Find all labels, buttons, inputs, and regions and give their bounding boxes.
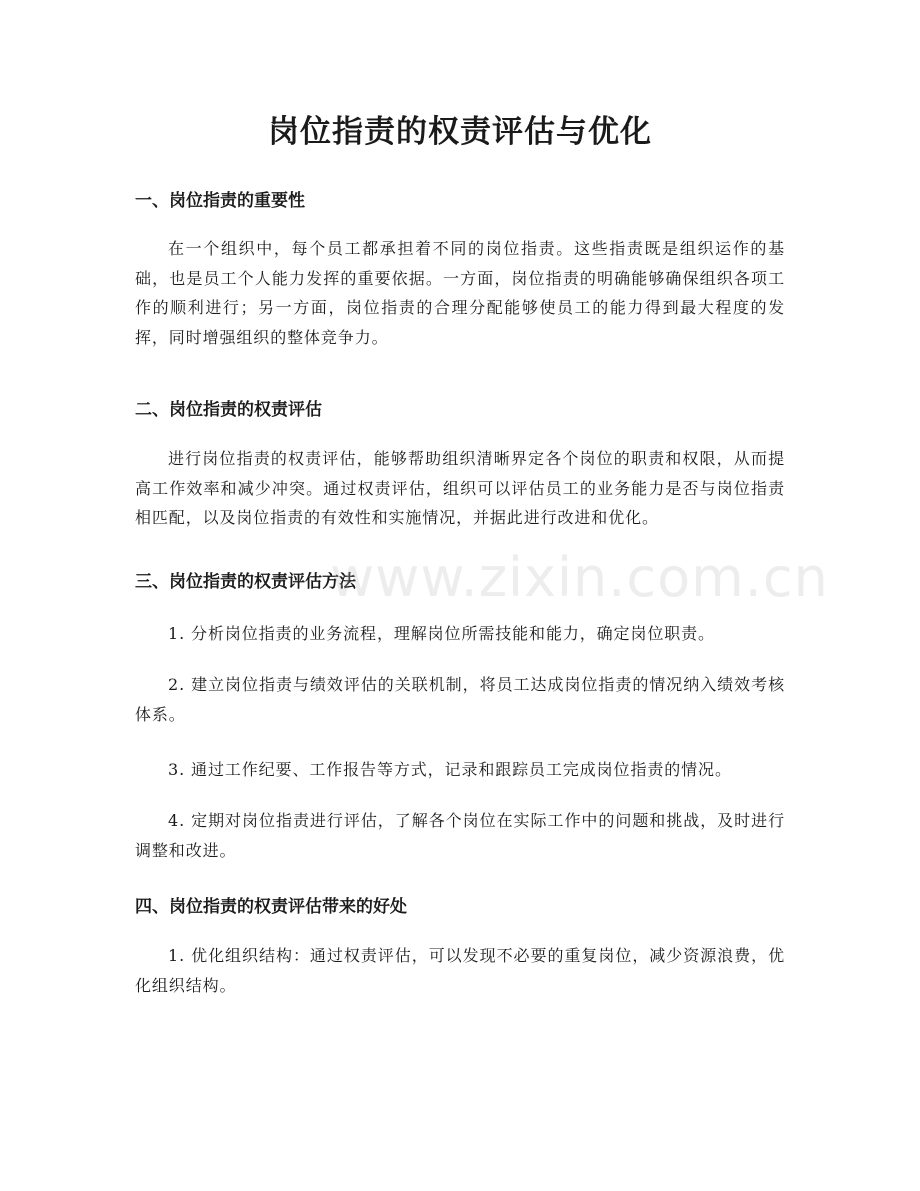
paragraph-evaluation: 进行岗位指责的权责评估，能够帮助组织清晰界定各个岗位的职责和权限，从而提高工作效率和减少冲突。通过权责评估，组织可以评估员工的业务能力是否与岗位指责相匹配，以及岗位指责的有效性和实施情况，并据此进行改进和优化。 [135,449,785,527]
section-heading-benefits: 四、岗位指责的权责评估带来的好处 [135,897,407,917]
paragraph-importance: 在一个组织中，每个员工都承担着不同的岗位指责。这些指责既是组织运作的基础，也是员工个人能力发挥的重要依据。一方面，岗位指责的明确能够确保组织各项工作的顺利进行；另一方面，岗位指责的合理分配能够使员工的能力得到最大程度的发挥，同时增强组织的整体竞争力。 [135,239,785,347]
document-title: 岗位指责的权责评估与优化 [268,114,652,150]
section-heading-methods: 三、岗位指责的权责评估方法 [135,572,356,592]
method-item-1: 1. 分析岗位指责的业务流程，理解岗位所需技能和能力，确定岗位职责。 [168,624,715,643]
method-item-4: 4. 定期对岗位指责进行评估，了解各个岗位在实际工作中的问题和挑战，及时进行调整和改进。 [135,811,785,860]
section-heading-evaluation: 二、岗位指责的权责评估 [135,400,322,420]
site-watermark: www.zixin.com.cn [330,546,829,609]
benefit-item-1: 1. 优化组织结构：通过权责评估，可以发现不必要的重复岗位，减少资源浪费，优化组织结构。 [135,946,785,995]
method-item-3: 3. 通过工作纪要、工作报告等方式，记录和跟踪员工完成岗位指责的情况。 [168,760,732,779]
method-item-2: 2. 建立岗位指责与绩效评估的关联机制，将员工达成岗位指责的情况纳入绩效考核体系。 [135,675,785,724]
section-heading-importance: 一、岗位指责的重要性 [135,191,305,211]
